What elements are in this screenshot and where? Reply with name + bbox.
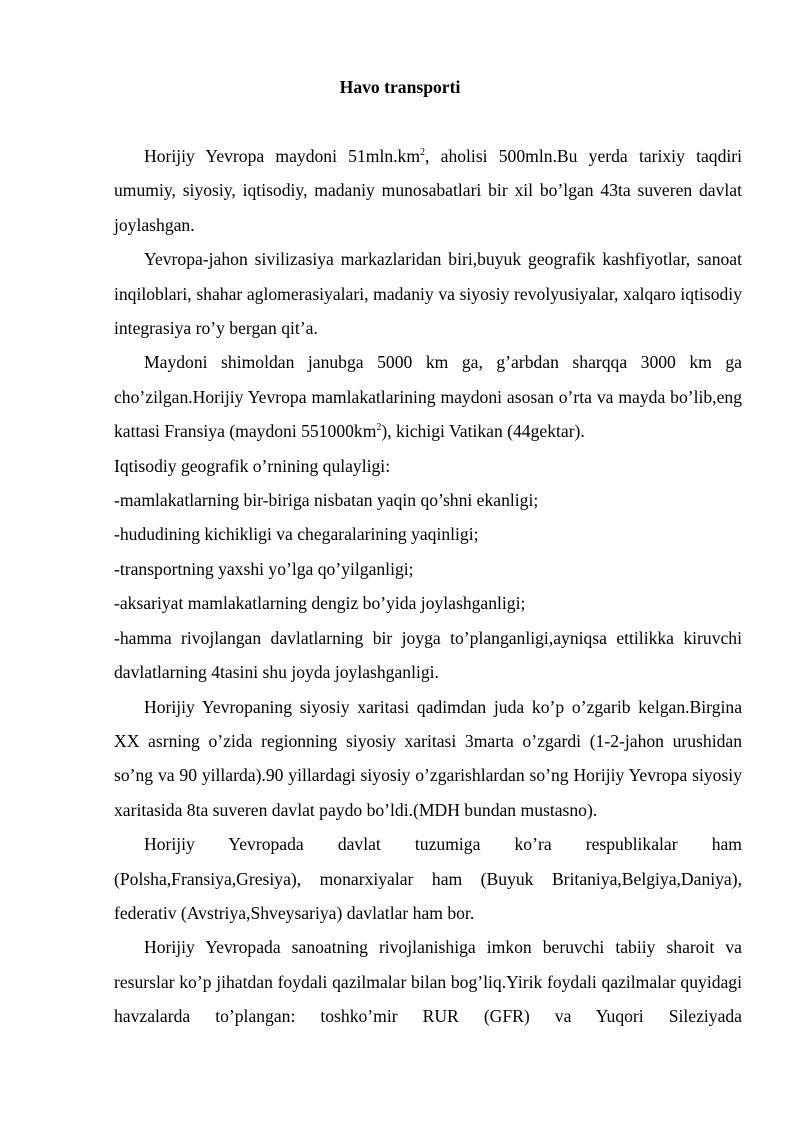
paragraph-state-system: Horijiy Yevropada davlat tuzumiga ko’ra respublikalar ham (Polsha,Fransiya,Gresiya), monarxiyalar ham (Buyuk Britaniya,Belgiya,Daniya), federativ (Avstriya,Shveysariya) davlatlar ham bor. [114,834,742,923]
list-item-neighbors: -mamlakatlarning bir-biriga nisbatan yaqin qo’shni ekanligi; [114,490,539,511]
paragraph-resources: Horijiy Yevropada sanoatning rivojlanishiga imkon beruvchi tabiiy sharoit va resurslar ko’p jihatdan foydali qazilmalar bilan bog’liq.Yirik foydali qazilmalar quyidagi havzalarda to’plangan: toshko’mir RUR (GFR) va Yuqori Sileziyada [114,937,742,1027]
superscript-2: 2 [420,147,426,159]
list-item-developed-states: -hamma rivojlangan davlatlarning bir joyga to’planganligi,ayniqsa ettilikka kiruvchi davlatlarning 4tasini shu joyda joylashganligi. [114,627,742,683]
list-item-seaside: -aksariyat mamlakatlarning dengiz bo’yida joylashganligi; [114,593,526,614]
paragraph-advantages-heading: Iqtisodiy geografik o’rnining qulayligi: [114,455,391,476]
document-title: Havo transporti [339,77,461,97]
paragraph-extent [114,345,742,448]
document-body [114,139,742,1034]
paragraph-text: ), kichigi Vatikan (44gektar). [381,421,585,442]
paragraph-political-map: Horijiy Yevropaning siyosiy xaritasi qadimdan juda ko’p o’zgarib kelgan.Birgina XX asrning o’zida regionning siyosiy xaritasi 3marta o’zgardi (1-2-jahon urushidan so’ng va 90 yillarda).90 yillardagi siyosiy o’zgarishlardan so’ng Horijiy Yevropa siyosiy xaritasida 8ta suveren davlat paydo bo’ldi.(MDH bundan mustasno). [114,696,742,820]
paragraph-text: , aholisi 500mln.Bu yerda tarixiy taqdiri umumiy, siyosiy, iqtisodiy, madaniy munosabatlari bir xil bo’lgan 43ta suveren davlat joylashgan. [114,146,743,235]
paragraph-civilization: Yevropa-jahon sivilizasiya markazlaridan biri,buyuk geografik kashfiyotlar, sanoat inqiloblari, shahar aglomerasiyalari, madaniy va siyosiy revolyusiyalar, xalqaro iqtisodiy integrasiya ro’y bergan qit’a. [114,249,742,339]
paragraph-text: Horijiy Yevropa maydoni 51mln.km [144,146,421,166]
superscript-2: 2 [376,422,382,434]
paragraph-area-population [114,139,742,242]
list-item-transport: -transportning yaxshi yo’lga qo’yilganligi; [114,558,414,579]
paragraph-text: Maydoni shimoldan janubga 5000 km ga, g’arbdan sharqqa 3000 km ga cho’zilgan.Horijiy Yevropa mamlakatlarining maydoni asosan o’rta va mayda bo’lib,eng kattasi Fransiya (maydoni 551000km [114,352,742,442]
list-item-territory: -hududining kichikligi va chegaralarining yaqinligi; [114,524,479,545]
